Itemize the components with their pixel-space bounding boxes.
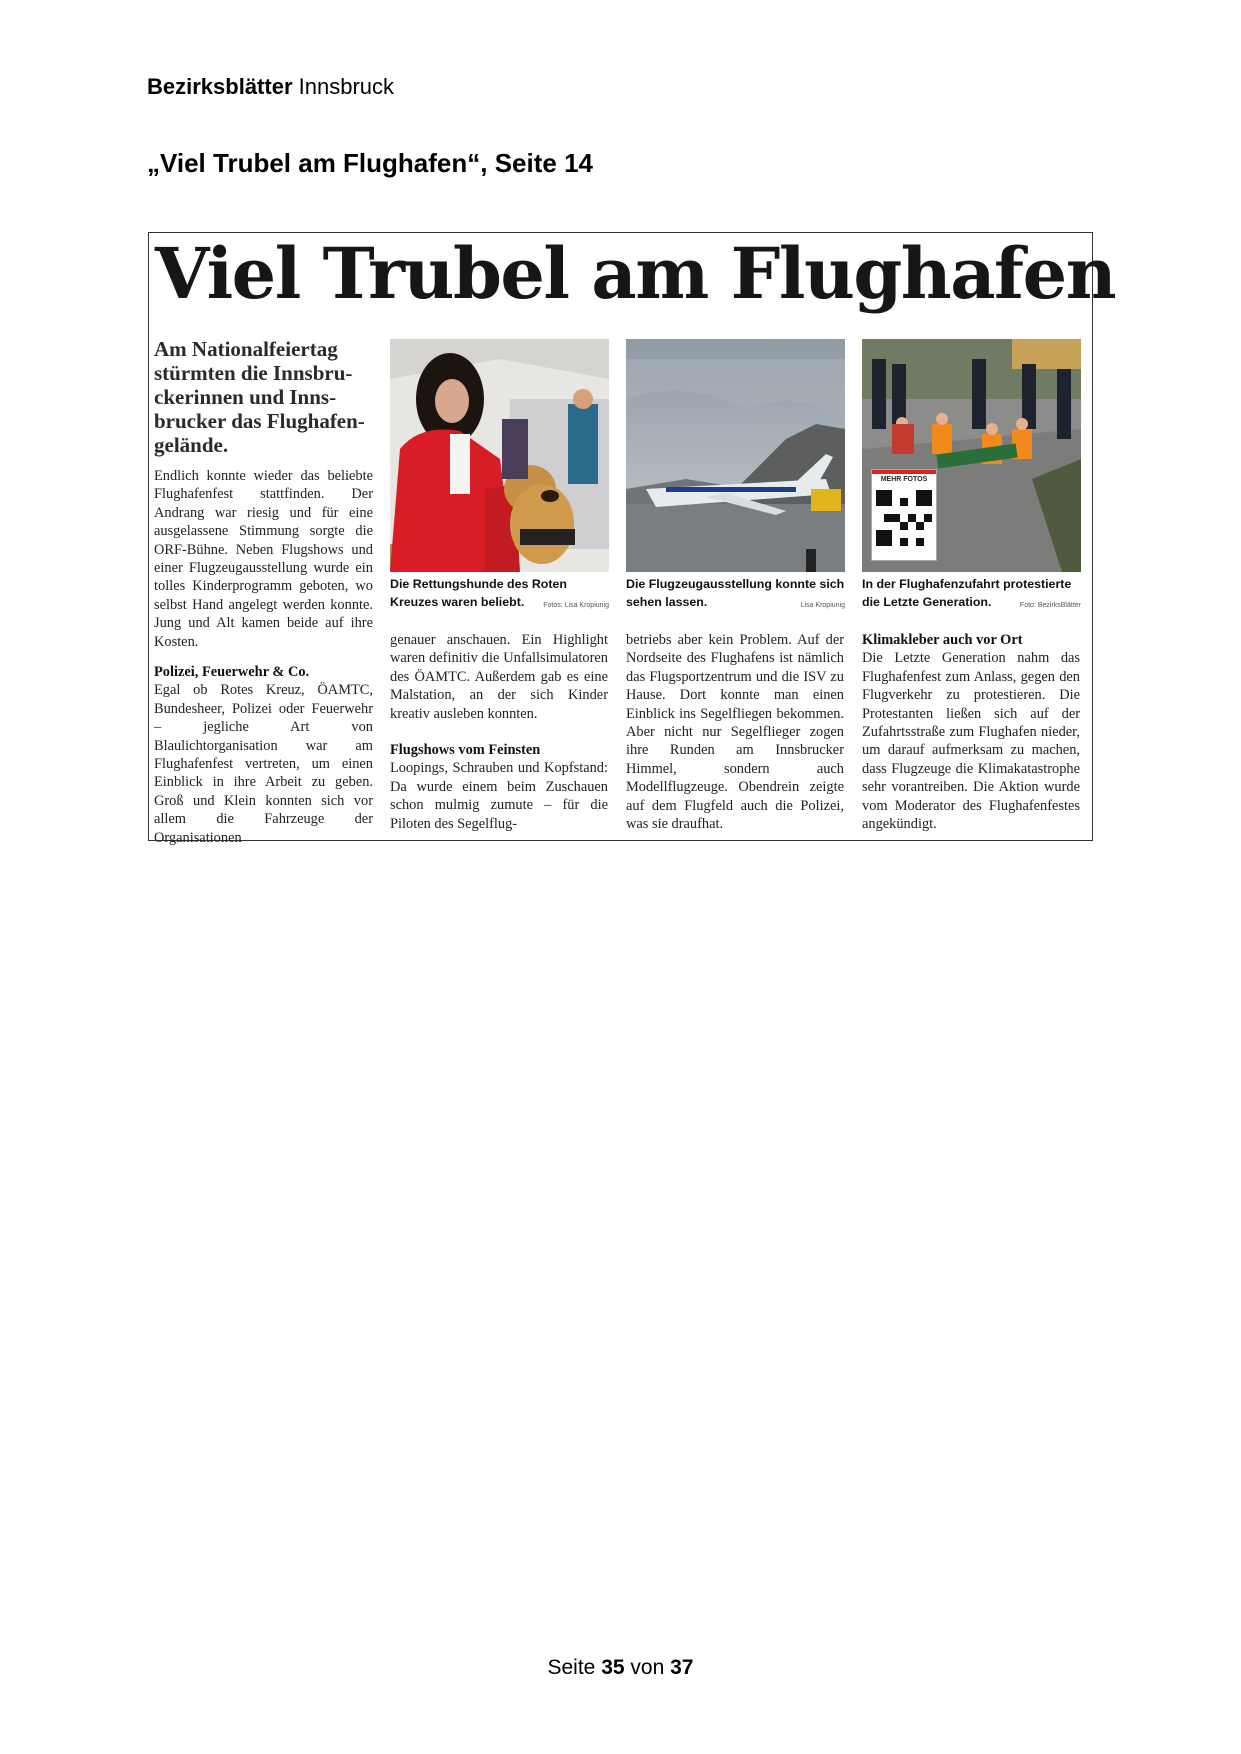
caption-protest [862, 575, 1081, 611]
article-intro: Endlich konnte wieder das beliebte Flughafenfest stattfinden. Der Andrang war riesig und für eine ausgelassene Stimmung sorgte die ORF-Bühne. Neben Flugshows und einer Flugzeugausstellung wurde ein tolles Kinderprogramm geboten, wo selbst Hand angelegt werden konnte. Jung und Alt kamen beide auf ihre Kosten. [154, 468, 373, 650]
credit-rescue-dog: Fotos: Lisa Kropiunig [543, 602, 609, 609]
photo-airplane [626, 339, 845, 572]
publication-line [147, 74, 394, 100]
photo-protest [862, 339, 1081, 572]
photo-rescue-dog [390, 339, 609, 572]
text-segelflug: betriebs aber kein Problem. Auf der Nordseite des Flughafens ist nämlich das Flugsportzentrum und die ISV zu Hause. Dort konnte man einen Einblick ins Segelfliegen bekommen. Aber nicht nur Segelflieger zogen ihre Runden am Innsbrucker Himmel, sondern auch Modellflugzeuge. Obendrein zeigte auf dem Flugfeld auch die Polizei, was sie draufhat. [626, 632, 844, 833]
caption-rescue-dog-text: Die Rettungshunde des Roten Kreuzes waren beliebt. [390, 577, 567, 609]
article-lead: Am Nationalfeiertag stürmten die Innsbru-ckerinnen und Inns-brucker das Flughafen-gelände. [154, 337, 365, 457]
footer-sep: von [630, 1656, 665, 1679]
page-footer [0, 1656, 1241, 1680]
caption-rescue-dog [390, 575, 609, 611]
qr-code-box[interactable] [871, 469, 937, 561]
qr-label: MEHR FOTOS [872, 470, 936, 486]
footer-page-total: 37 [670, 1656, 694, 1679]
airplane-image [626, 339, 845, 572]
subheading-flugshows: Flugshows vom Feinsten [390, 742, 541, 759]
qr-code-icon [876, 490, 932, 546]
section-police [154, 663, 373, 847]
publication-name: Bezirksblätter [147, 74, 293, 99]
column-3 [626, 631, 844, 833]
text-highlight: genauer anschauen. Ein Highlight waren definitiv die Unfallsimulatoren des ÖAMTC. Außerdem gab es eine Malstation, an der sich Kinder kreativ ausleben konnten. [390, 632, 608, 722]
newspaper-clipping [148, 232, 1116, 846]
subheading-klimakleber: Klimakleber auch vor Ort [862, 632, 1023, 648]
article-headline: Viel Trubel am Flughafen [155, 232, 1116, 315]
footer-prefix: Seite [547, 1656, 596, 1679]
caption-protest-text: In der Flughafenzufahrt protestierte die Letzte Generation. [862, 577, 1072, 609]
article-reference: „Viel Trubel am Flughafen“, Seite 14 [147, 148, 593, 178]
rescue-dog-image [390, 339, 609, 572]
subheading-police: Polizei, Feuerwehr & Co. [154, 664, 310, 680]
caption-airplane [626, 575, 845, 611]
publication-region: Innsbruck [298, 74, 395, 99]
text-police: Egal ob Rotes Kreuz, ÖAMTC, Bundesheer, Polizei oder Feuerwehr – jegliche Art von Blaulichtorganisation war am Flughafenfest vertreten, um einen Einblick in ihre Arbeit zu geben. Groß und Klein konnten sich vor allem die Fahrzeuge der Organisationen [154, 682, 373, 846]
column-2 [390, 631, 608, 833]
footer-page-number: 35 [601, 1656, 625, 1679]
text-flugshows: Loopings, Schrauben und Kopfstand: Da wurde einem beim Zuschauen schon mulmig zumute – für die Piloten des Segelflug- [390, 760, 608, 832]
caption-airplane-text: Die Flugzeugausstellung konnte sich sehen lassen. [626, 577, 845, 609]
credit-airplane: Lisa Kropiunig [800, 602, 845, 609]
text-klimakleber: Die Letzte Generation nahm das Flughafenfest zum Anlass, gegen den Flugverkehr zu protestieren. Die Protestanten ließen sich auf der Zufahrtsstraße zum Flughafen nieder, um darauf aufmerksam zu machen, dass Flugzeuge die Klimakatastrophe sehr vorantreiben. Die Aktion wurde vom Moderator des Flughafenfestes angekündigt. [862, 650, 1080, 833]
column-4 [862, 631, 1080, 833]
credit-protest: Foto: BezirksBlätter [1019, 602, 1081, 609]
